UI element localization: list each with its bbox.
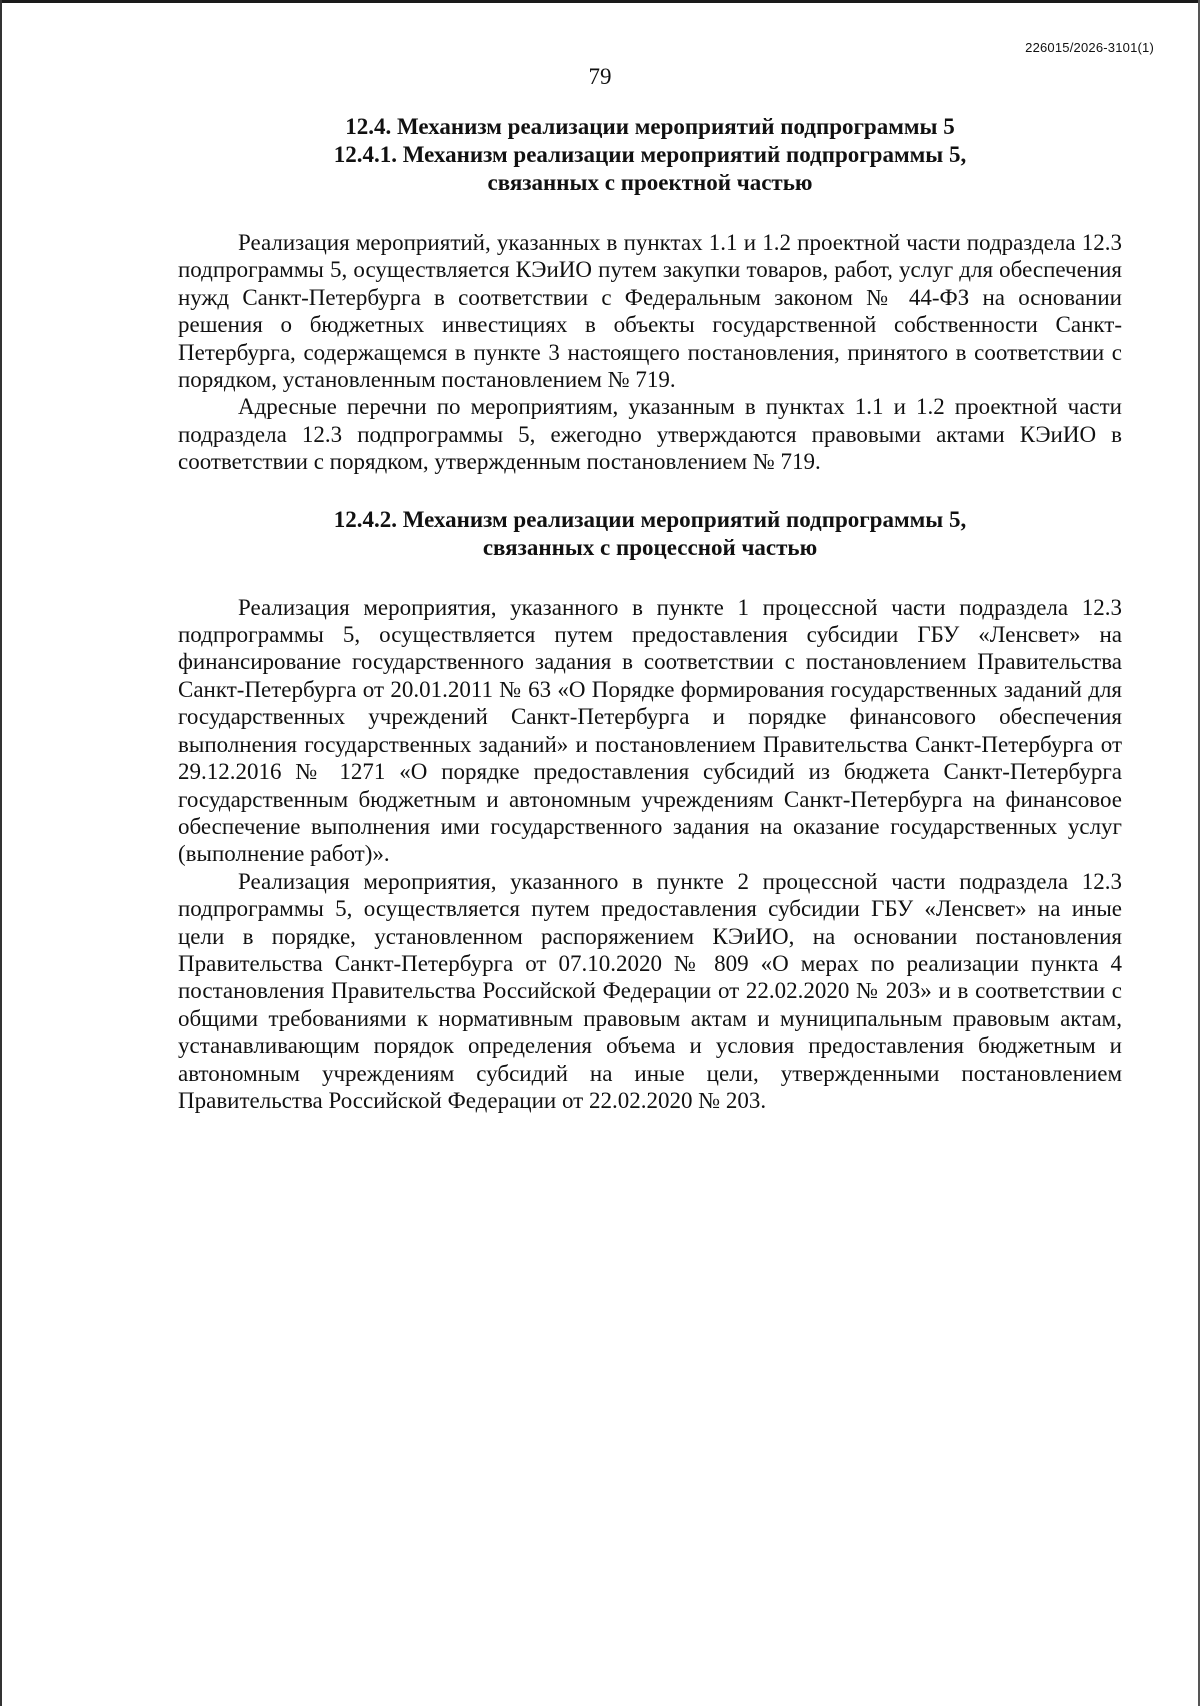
heading-line: 12.4. Механизм реализации мероприятий подпрограммы 5 [345, 114, 955, 139]
heading-line: связанных с процессной частью [482, 534, 818, 560]
paragraph: Реализация мероприятия, указанного в пункте 1 процессной части подраздела 12.3 подпрограммы 5, осуществляется путем предоставления субсидии ГБУ «Ленсвет» на финансирование государственного задания в соответствии с постановлением Правительства Санкт-Петербурга от 20.01.2011 № 63 «О Порядке формирования государственных заданий для государственных учреждений Санкт-Петербурга и порядке финансового обеспечения выполнения государственных заданий» и постановлением Правительства Санкт-Петербурга от 29.12.2016 № 1271 «О порядке предоставления субсидий из бюджета Санкт-Петербурга государственным бюджетным и автономным учреждениям Санкт-Петербурга на финансовое обеспечение выполнения ими государственного задания на оказание государственных услуг (выполнение работ)». [178, 594, 1122, 867]
document-id: 226015/2026-3101(1) [1025, 40, 1154, 55]
heading-line: 12.4.2. Механизм реализации мероприятий подпрограммы 5, [333, 506, 967, 532]
document-body [178, 113, 1122, 1114]
heading-line: связанных с проектной частью [487, 170, 813, 195]
scan-border-left [0, 0, 2, 1706]
paragraph: Адресные перечни по мероприятиям, указанным в пунктах 1.1 и 1.2 проектной части подраздела 12.3 подпрограммы 5, ежегодно утверждаются правовыми актами КЭиИО в соответствии с порядком, утвержденным постановлением № 719. [178, 394, 1122, 475]
scan-border-top [0, 0, 1200, 3]
page-number: 79 [588, 64, 612, 89]
heading-line: 12.4.1. Механизм реализации мероприятий подпрограммы 5, [333, 142, 967, 167]
section-heading-12-4-2 [178, 506, 1122, 562]
paragraph: Реализация мероприятия, указанного в пункте 2 процессной части подраздела 12.3 подпрограммы 5, осуществляется путем предоставления субсидии ГБУ «Ленсвет» на иные цели в порядке, установленном распоряжением КЭиИО, на основании постановления Правительства Санкт-Петербурга от 07.10.2020 № 809 «О мерах по реализации пункта 4 постановления Правительства Российской Федерации от 22.02.2020 № 203» и в соответствии с общими требованиями к нормативным правовым актам и муниципальным правовым актам, устанавливающим порядок определения объема и условия предоставления бюджетным и автономным учреждениям субсидий на иные цели, утвержденными постановлением Правительства Российской Федерации от 22.02.2020 № 203. [178, 868, 1122, 1113]
section-heading-12-4 [178, 113, 1122, 197]
paragraph: Реализация мероприятий, указанных в пунктах 1.1 и 1.2 проектной части подраздела 12.3 подпрограммы 5, осуществляется КЭиИО путем закупки товаров, работ, услуг для обеспечения нужд Санкт-Петербурга в соответствии с Федеральным законом № 44-ФЗ на основании решения о бюджетных инвестициях в объекты государственной собственности Санкт-Петербурга, содержащемся в пункте 3 настоящего постановления, принятого в соответствии с порядком, установленным постановлением № 719. [178, 230, 1122, 393]
